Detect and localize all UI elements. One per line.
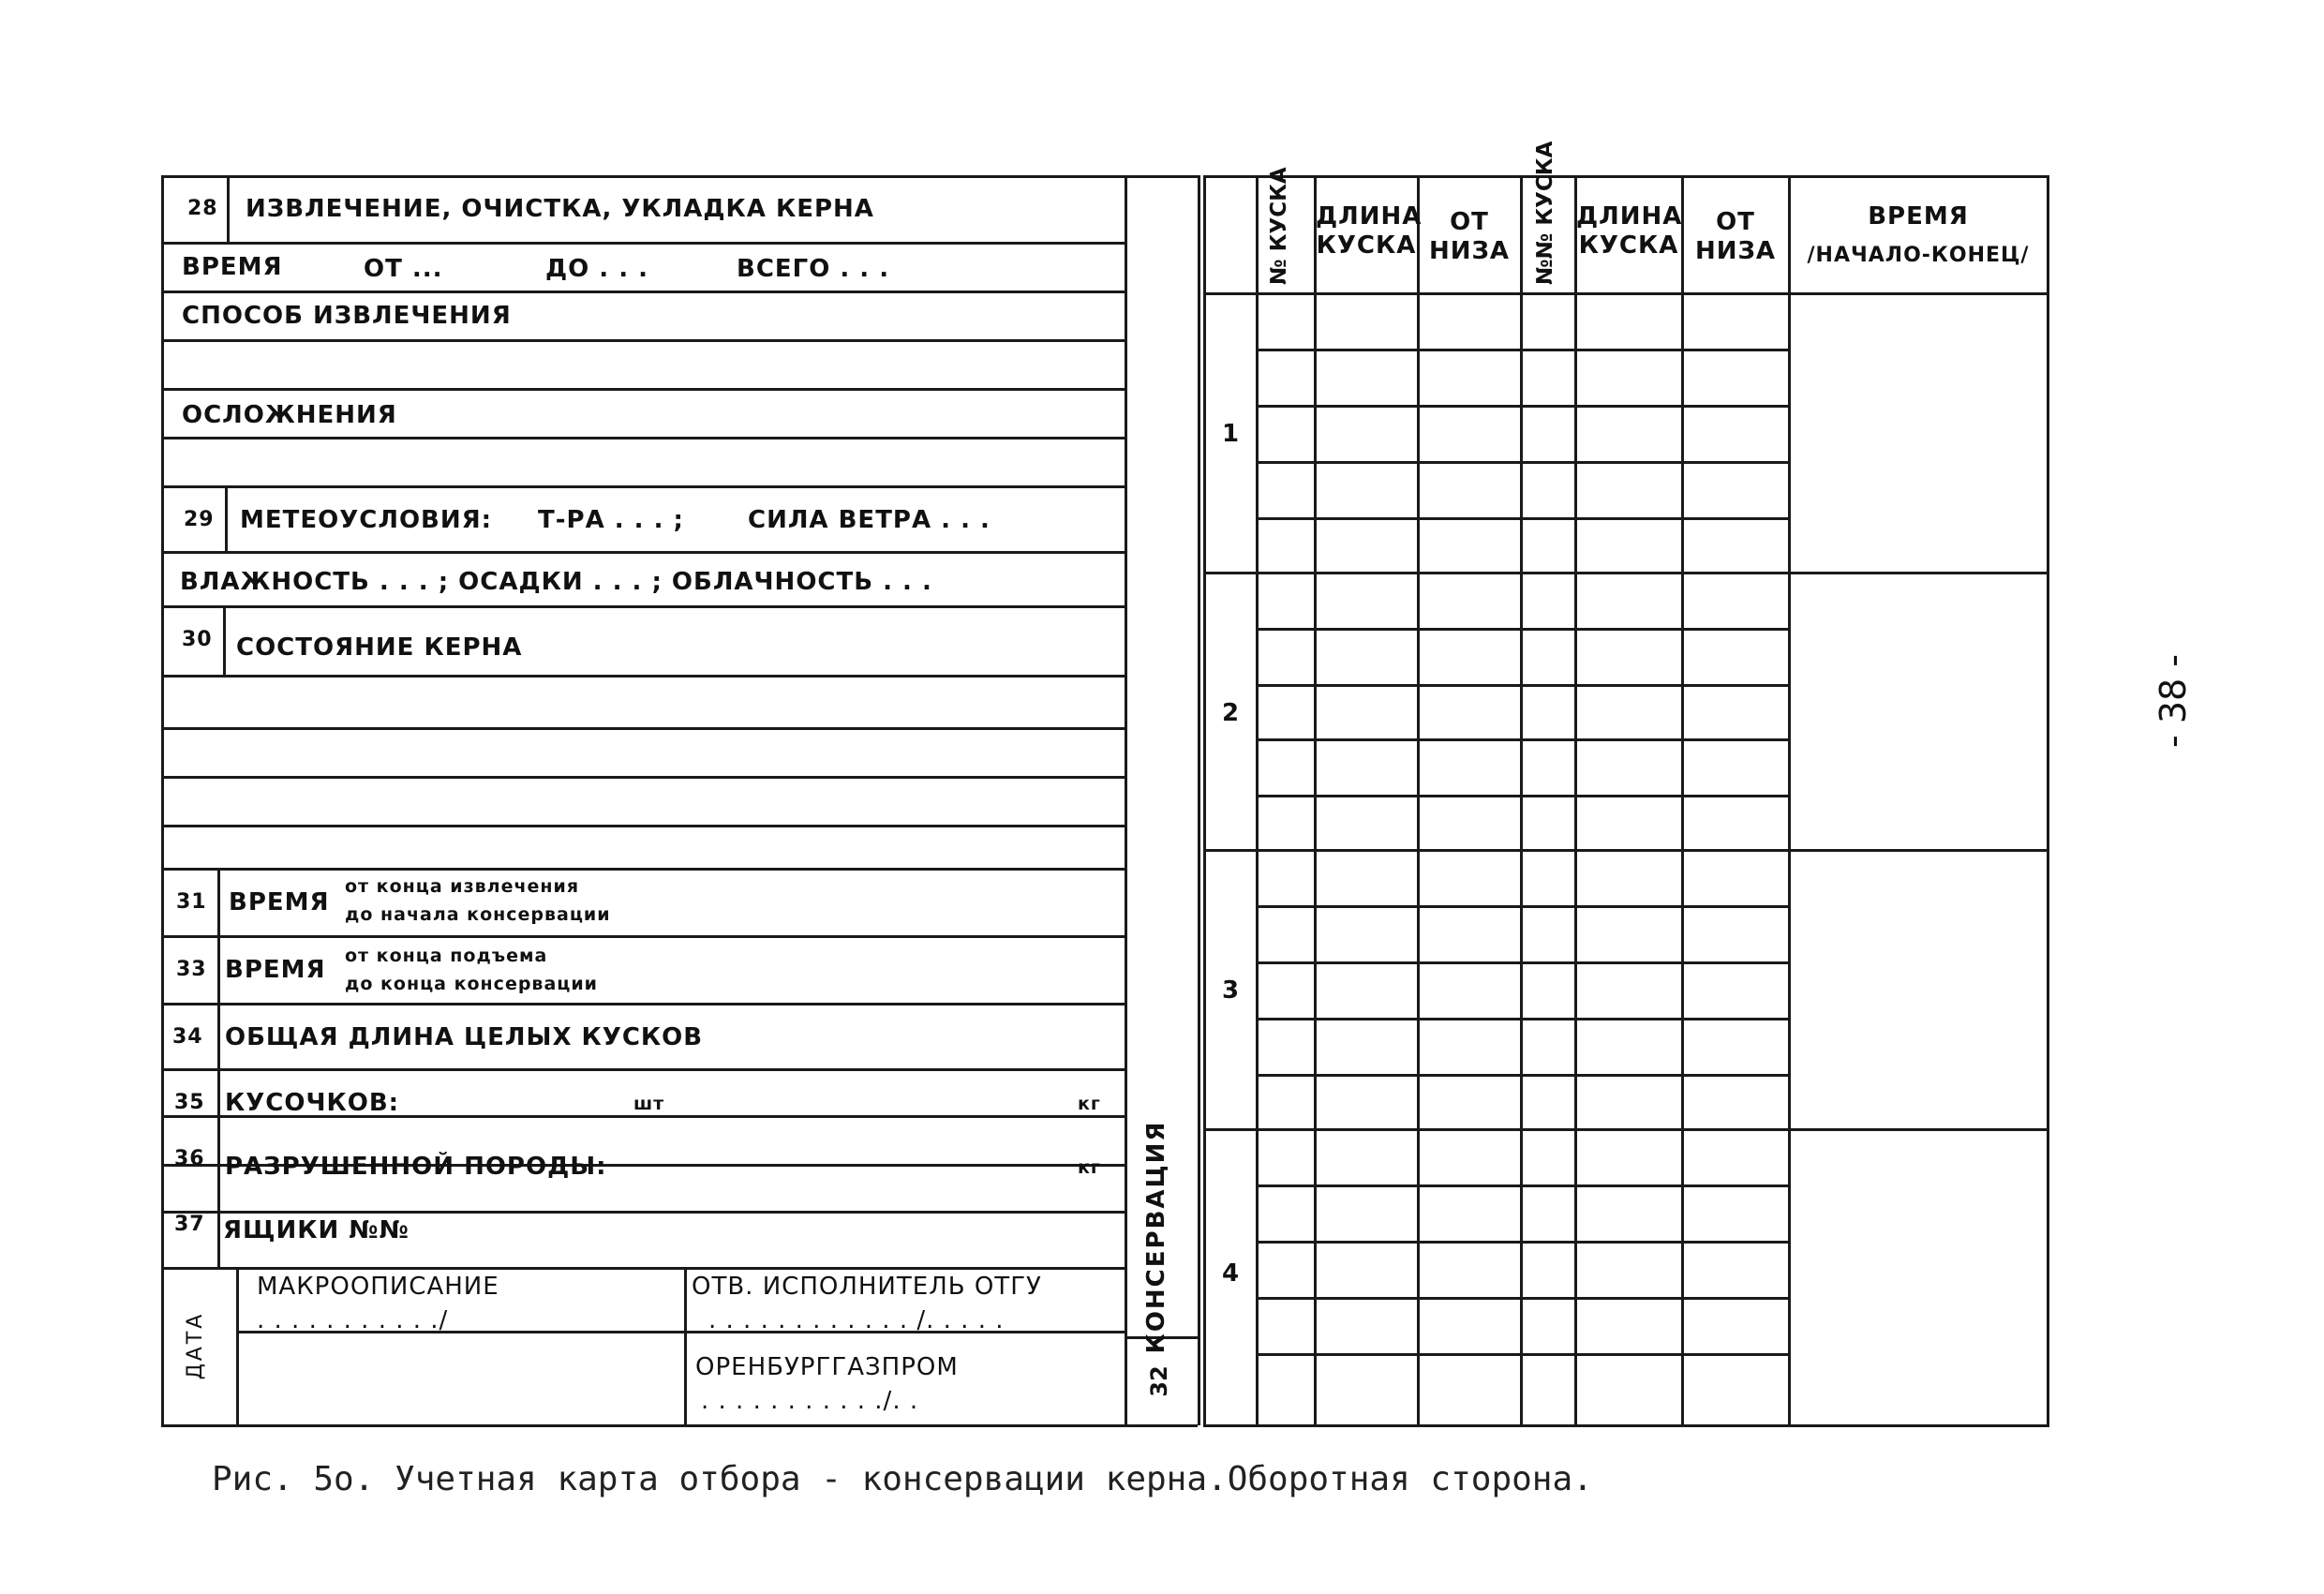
- section-31-line2: до начала консервации: [345, 904, 611, 925]
- section-36-unit-kg: кг: [1078, 1157, 1101, 1178]
- complications-label: ОСЛОЖНЕНИЯ: [182, 401, 397, 429]
- organization-label: ОРЕНБУРГГАЗПРОМ: [695, 1353, 959, 1381]
- section-35-unit-kg: кг: [1078, 1094, 1101, 1114]
- section-31-number: 31: [176, 890, 207, 914]
- header-time-sub: /НАЧАЛО-КОНЕЦ/: [1807, 244, 2030, 267]
- section-35-title: КУСОЧКОВ:: [225, 1089, 400, 1117]
- humidity-line: ВЛАЖНОСТЬ . . . ; ОСАДКИ . . . ; ОБЛАЧНОСТЬ . . .: [180, 568, 932, 596]
- header-from-bottom-2: ОТ НИЗА: [1694, 208, 1777, 266]
- section-35-number: 35: [174, 1091, 205, 1114]
- date-label: ДАТА: [184, 1311, 207, 1380]
- section-30-number: 30: [182, 628, 213, 651]
- time-from: ОТ ...: [364, 255, 443, 283]
- conservation-label: КОНСЕРВАЦИЯ: [1142, 1120, 1170, 1354]
- organization-dots: . . . . . . . . . . ./. .: [701, 1387, 919, 1415]
- section-29-number: 29: [184, 508, 215, 531]
- wind-label: СИЛА ВЕТРА . . .: [748, 506, 991, 534]
- header-piece-length: ДЛИНА КУСКА: [1316, 202, 1423, 261]
- section-28-title: ИЗВЛЕЧЕНИЕ, ОЧИСТКА, УКЛАДКА КЕРНА: [246, 195, 874, 223]
- group-3-number: 3: [1222, 976, 1241, 1005]
- macro-description-dots: . . . . . . . . . . ./: [257, 1306, 449, 1334]
- group-2-number: 2: [1222, 699, 1241, 727]
- section-36-number: 36: [174, 1147, 205, 1170]
- time-label: ВРЕМЯ: [182, 253, 283, 281]
- section-37-title: ЯЩИКИ №№: [223, 1216, 410, 1244]
- responsible-label: ОТВ. ИСПОЛНИТЕЛЬ ОТГУ: [692, 1273, 1042, 1301]
- time-total: ВСЕГО . . .: [737, 255, 890, 283]
- section-33-number: 33: [176, 958, 207, 981]
- section-34-title: ОБЩАЯ ДЛИНА ЦЕЛЫХ КУСКОВ: [225, 1023, 704, 1051]
- section-37-number: 37: [174, 1213, 205, 1236]
- header-piece-number: № КУСКА: [1267, 167, 1291, 285]
- section-33-line2: до конца консервации: [345, 974, 598, 994]
- header-piece-number-2: №№ КУСКА: [1533, 141, 1557, 285]
- group-4-number: 4: [1222, 1259, 1241, 1288]
- section-33-label: ВРЕМЯ: [225, 956, 326, 984]
- header-from-bottom: ОТ НИЗА: [1428, 208, 1511, 266]
- macro-description-label: МАКРООПИСАНИЕ: [257, 1273, 499, 1301]
- header-time: ВРЕМЯ: [1868, 202, 1969, 231]
- section-28-number: 28: [187, 197, 218, 220]
- section-34-number: 34: [172, 1025, 203, 1049]
- section-31-line1: от конца извлечения: [345, 876, 580, 897]
- section-32-number: 32: [1146, 1365, 1172, 1397]
- section-33-line1: от конца подъема: [345, 946, 548, 966]
- figure-caption: Рис. 5о. Учетная карта отбора - консервации керна.Оборотная сторона.: [212, 1460, 1593, 1498]
- time-to: ДО . . .: [545, 255, 649, 283]
- page-number: - 38 -: [2153, 654, 2194, 748]
- section-36-title: РАЗРУШЕННОЙ ПОРОДЫ:: [225, 1153, 607, 1181]
- temperature-label: Т-РА . . . ;: [538, 506, 684, 534]
- extraction-method-label: СПОСОБ ИЗВЛЕЧЕНИЯ: [182, 302, 512, 330]
- section-35-unit-pcs: шт: [633, 1094, 665, 1114]
- header-piece-length-2: ДЛИНА КУСКА: [1576, 202, 1683, 261]
- section-29-title: МЕТЕОУСЛОВИЯ:: [240, 506, 493, 534]
- responsible-dots: . . . . . . . . . . . . /. . . . .: [708, 1306, 1005, 1334]
- group-1-number: 1: [1222, 420, 1241, 448]
- section-30-title: СОСТОЯНИЕ КЕРНА: [236, 633, 523, 662]
- section-31-label: ВРЕМЯ: [229, 888, 330, 916]
